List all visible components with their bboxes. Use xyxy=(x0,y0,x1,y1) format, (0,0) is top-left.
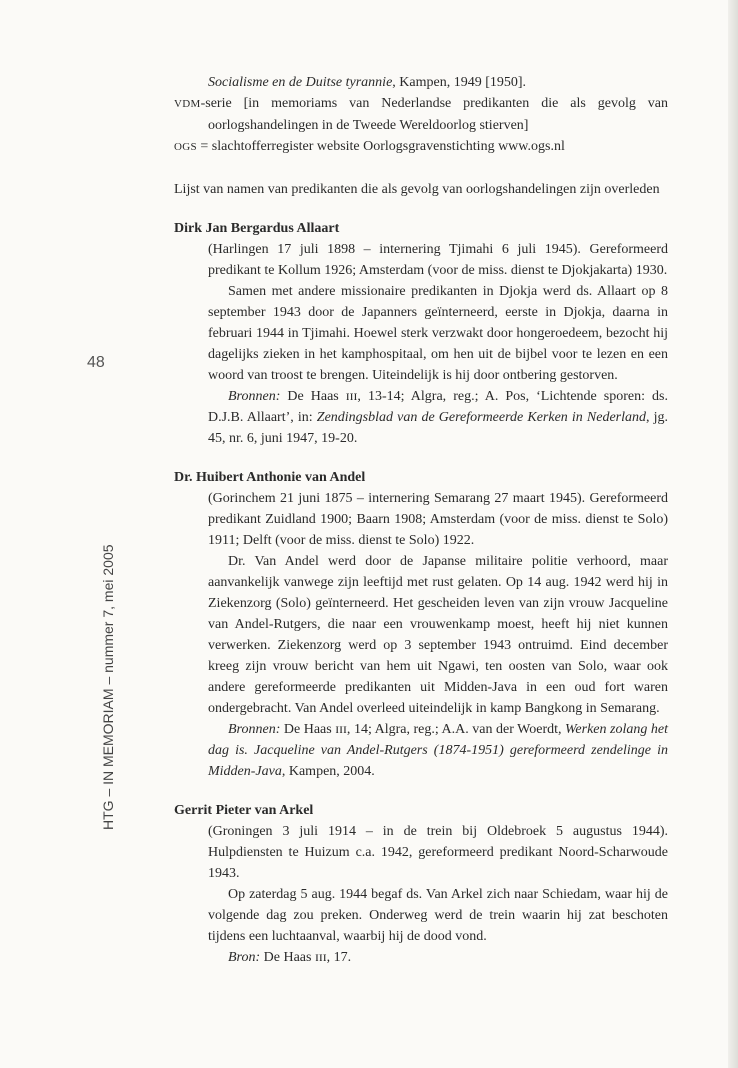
intro-paragraph: Lijst van namen van predikanten die als gevolg van oorlogshandelingen zijn overleden xyxy=(174,182,660,197)
sources-text-end: , Kampen, 2004. xyxy=(281,764,375,779)
entry xyxy=(174,467,668,782)
entry-story: Samen met andere missionaire predikanten in Djokja werd ds. Allaart op 8 september 1943 door de Japanners geïnterneerd, eerste in Djokja, daarna in februari 1944 in Tjimahi. Hoewel sterk verzwakt door hongeroedeem, bezocht hij dagelijks zieken in het kamphospitaal, om hen uit de bijbel voor te lezen en een woord van troost te brengen. Uiteindelijk is hij door ontbering gestorven. xyxy=(208,284,668,383)
entry-body xyxy=(174,239,668,449)
entry-bio: (Groningen 3 juli 1914 – in de trein bij Oldebroek 5 augustus 1944). Hulpdiensten te Huizum c.a. 1942, gereformeerd predikant Noord-Scharwoude 1943. xyxy=(208,824,668,881)
abbr-ogs: OGS xyxy=(174,141,197,153)
entry-name: Dr. Huibert Anthonie van Andel xyxy=(174,470,366,485)
main-text xyxy=(174,72,668,968)
entry-sources xyxy=(208,719,668,782)
entry-name: Gerrit Pieter van Arkel xyxy=(174,803,314,818)
bibliography-item xyxy=(174,136,668,158)
entry-bio: (Harlingen 17 juli 1898 – internering Tjimahi 6 juli 1945). Gereformeerd predikant te Kollum 1926; Amsterdam (voor de miss. dienst te Djokjakarta) 1930. xyxy=(208,242,668,278)
sources-text: De Haas ɪɪɪ, 17. xyxy=(260,950,352,965)
page-number: 48 xyxy=(87,354,105,371)
bib-rest: , Kampen, 1949 [1950]. xyxy=(392,75,527,90)
entry xyxy=(174,800,668,968)
sources-title: Werken zolang het dag is. Jacqueline van Andel-Rutgers (1874-1951) gereformeerd zendelinge in Midden-Java xyxy=(208,722,668,779)
bib-ogs-text: = slachtofferregister website Oorlogsgravenstichting www.ogs.nl xyxy=(196,139,565,154)
entry xyxy=(174,218,668,449)
sources-title: Zendingsblad van de Gereformeerde Kerken in Nederland xyxy=(316,410,647,425)
abbr-vdm: VDM xyxy=(174,98,201,110)
bib-title: Socialisme en de Duitse tyrannie xyxy=(208,75,393,90)
bibliography-item xyxy=(174,72,668,93)
entry-body xyxy=(174,821,668,968)
entry-sources xyxy=(208,947,668,968)
sources-label: Bronnen: xyxy=(228,722,281,737)
sources-text: De Haas ɪɪɪ, 13-14; Algra, reg.; A. Pos, ‘Lichtende sporen: ds. D.J.B. Allaart’, in: xyxy=(208,389,668,425)
sources-text: De Haas ɪɪɪ, 14; Algra, reg.; A.A. van der Woerdt, xyxy=(280,722,566,737)
running-head-text: HTG – IN MEMORIAM – nummer 7, mei 2005 xyxy=(100,544,116,830)
entry-body xyxy=(174,488,668,782)
sources-text-end: , jg. 45, nr. 6, juni 1947, 19-20. xyxy=(208,410,669,446)
entry-story: Dr. Van Andel werd door de Japanse militaire politie verhoord, maar aanvankelijk vanwege zijn leeftijd met rust gelaten. Op 14 aug. 1942 werd hij in Ziekenzorg (Solo) geïnterneerd. Het gescheiden leven van zijn vrouw Jacqueline van Andel-Rutgers, die naar een vrouwenkamp moest, heeft hij niet kunnen verwerken. Ziekenzorg werd op 3 september 1943 ontruimd. Eind december kreeg zijn vrouw bericht van hem uit Ngawi, ten oosten van Solo, waar ook andere gereformeerde predikanten uit Midden-Java in een oud fort waren ondergebracht. Van Andel overleed uiteindelijk in kamp Bangkong in Semarang. xyxy=(208,554,668,716)
bib-vdm-text: -serie [in memoriams van Nederlandse predikanten die als gevolg van oorlogshandelingen in de Tweede Wereldoorlog stierven] xyxy=(200,96,668,133)
sources-label: Bronnen: xyxy=(228,389,281,404)
bibliography-item xyxy=(174,93,668,136)
entry-sources xyxy=(208,386,668,449)
page-edge xyxy=(728,0,738,1068)
entry-bio: (Gorinchem 21 juni 1875 – internering Semarang 27 maart 1945). Gereformeerd predikant Zuidland 1900; Baarn 1908; Amsterdam (voor de miss. dienst te Solo) 1911; Delft (voor de miss. dienst te Solo) 1922. xyxy=(208,491,668,548)
entry-story: Op zaterdag 5 aug. 1944 begaf ds. Van Arkel zich naar Schiedam, waar hij de volgende dag zou preken. Onderweg werd de trein waarin hij zat beschoten tijdens een luchtaanval, waarbij hij de dood vond. xyxy=(208,887,668,944)
entry-name: Dirk Jan Bergardus Allaart xyxy=(174,221,340,236)
sources-label: Bron: xyxy=(228,950,261,965)
